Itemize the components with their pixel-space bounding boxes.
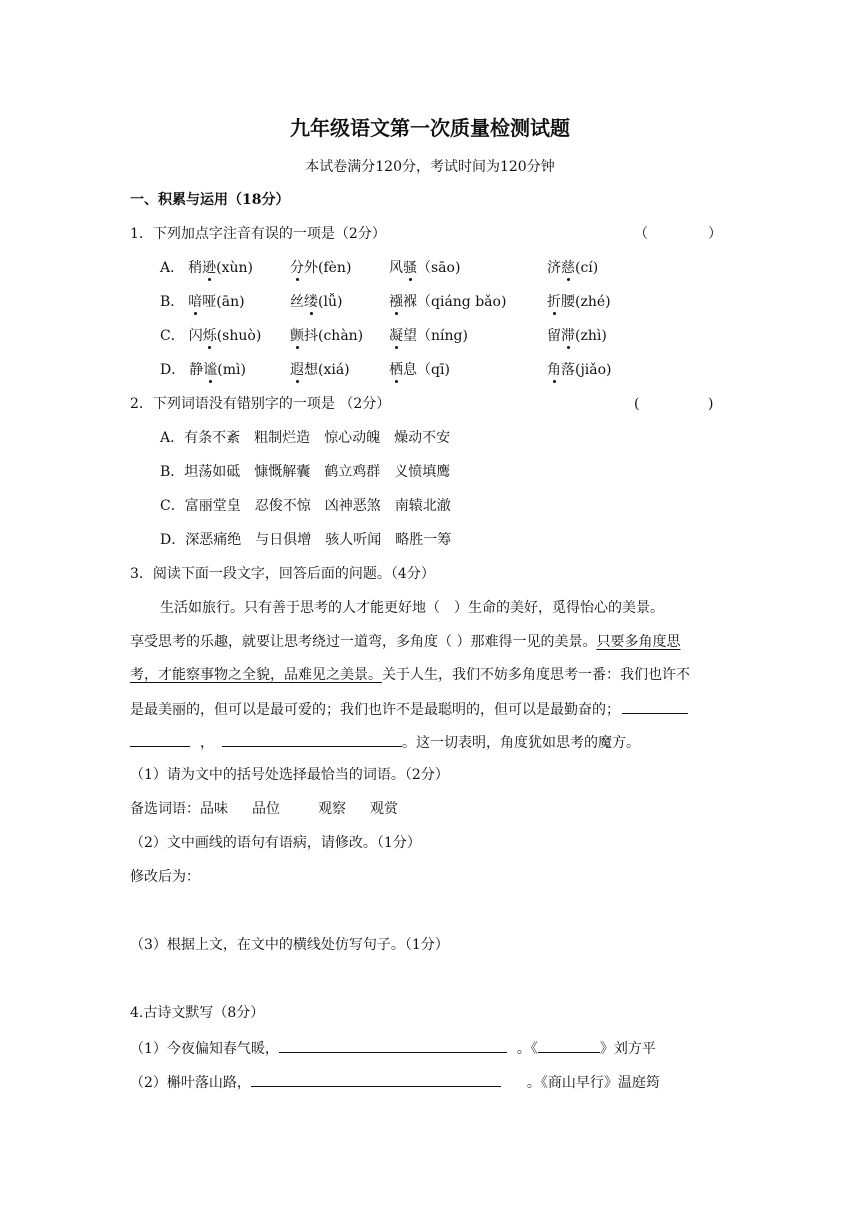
q1-dotted-char: 遐 <box>290 362 304 378</box>
q3-choice: 观赏 <box>370 801 398 817</box>
q4-text: 》刘方平 <box>599 1041 656 1057</box>
q1-option-item <box>389 327 468 345</box>
q1-dotted-char: 折 <box>547 294 561 310</box>
q1-dotted-char: 喑 <box>188 294 203 310</box>
section-heading: 一、积累与运用（18分） <box>130 192 290 208</box>
q1-word-part: 风 <box>389 260 403 276</box>
q1-option-item <box>389 293 506 311</box>
q1-dotted-char: 缕 <box>304 294 318 310</box>
q1-answer-paren-close: ） <box>708 226 722 242</box>
q1-dotted-char: 慈 <box>561 260 575 276</box>
q3-choice: 品味 <box>200 801 228 817</box>
q1-option-label: B． <box>160 294 185 310</box>
q1-option-item <box>547 293 611 311</box>
q3-fill-blank[interactable] <box>622 699 688 714</box>
q1-option-item <box>290 293 342 311</box>
q4-text: 。《 <box>516 1041 538 1057</box>
q2-option: A．有条不紊 粗制烂造 惊心动魄 燥动不安 <box>160 430 451 446</box>
q1-word-pinyin: 想(xiá) <box>304 362 350 378</box>
page-title: 九年级语文第一次质量检测试题 <box>290 116 570 140</box>
q3-choices-label: 备选词语： <box>130 801 200 817</box>
q4-fill-blank[interactable] <box>279 1038 507 1053</box>
q3-passage-line: 生活如旅行。只有善于思考的人才能更好地（ ）生命的美好，觅得怡心的美景。 <box>160 600 664 616</box>
q1-word-pinyin: 哑(ān) <box>202 294 245 310</box>
q1-word-pinyin: (shuò) <box>216 328 262 344</box>
q1-option-label: A． <box>160 260 185 276</box>
q1-word-part: 济 <box>547 260 561 276</box>
q1-option-item <box>290 361 350 379</box>
q1-option-item <box>160 361 246 379</box>
q1-dotted-char: 栖 <box>389 362 403 378</box>
q3-passage-line <box>130 699 688 719</box>
exam-subtitle: 本试卷满分120分，考试时间为120分钟 <box>305 159 555 175</box>
q3-sub2: （2）文中画线的语句有语病，请修改。（1分） <box>130 835 421 851</box>
q1-answer-paren-open: （ <box>634 226 648 242</box>
q1-word-pinyin: (mì) <box>217 362 246 378</box>
q1-option-item <box>547 361 612 379</box>
q1-stem: 1．下列加点字注音有误的一项是（2分） <box>130 226 386 242</box>
q1-option-item <box>160 293 245 311</box>
q3-passage-text: 是最美丽的，但可以是最可爱的；我们也许不是最聪明的，但可以是最勤奋的； <box>130 702 620 718</box>
q3-passage-text: 。这一切表明，角度犹如思考的魔方。 <box>402 735 640 751</box>
q1-dotted-char: 颤 <box>290 328 304 344</box>
q4-source-blank[interactable] <box>538 1038 600 1053</box>
q3-passage-line <box>130 732 640 752</box>
q1-option-item <box>290 327 363 345</box>
q3-underlined-sentence: 只要多角度思 <box>596 634 681 650</box>
q3-comma: ， <box>200 735 214 751</box>
q1-dotted-char: 烁 <box>202 328 217 344</box>
q1-word-pinyin: 外(fèn) <box>304 260 352 276</box>
q1-option-item <box>290 259 351 277</box>
q2-answer-paren-close: ) <box>708 396 714 412</box>
q1-word-pinyin: 落(jiǎo) <box>561 362 612 378</box>
q1-word-part: 闪 <box>188 328 203 344</box>
q3-underlined-sentence: 考，才能察事物之全貌，品难见之美景。 <box>130 667 382 683</box>
q2-answer-paren-open: ( <box>634 396 640 412</box>
q1-word-pinyin: 望（níng) <box>403 328 468 344</box>
q4-text: 。《商山早行》温庭筠 <box>526 1075 660 1091</box>
q1-dotted-char: 逊 <box>202 260 217 276</box>
q1-word-pinyin: 腰(zhé) <box>561 294 611 310</box>
q3-choice: 观察 <box>318 801 346 817</box>
q4-text: （2）槲叶落山路， <box>130 1075 251 1091</box>
q1-dotted-char: 襁 <box>389 294 403 310</box>
q3-sub3: （3）根据上文，在文中的横线处仿写句子。（1分） <box>130 937 449 953</box>
q3-passage-text: 享受思考的乐趣，就要让思考绕过一道弯，多角度（ ）那难得一见的美景。 <box>130 634 597 650</box>
q1-option-item <box>160 327 261 345</box>
q3-fill-blank[interactable] <box>130 732 190 747</box>
q2-option: C．富丽堂皇 忍俊不惊 凶神恶煞 南辕北澈 <box>160 498 451 514</box>
q1-dotted-char: 滞 <box>561 328 575 344</box>
q1-option-item <box>160 259 253 277</box>
q4-line <box>130 1072 660 1092</box>
q4-line <box>130 1038 656 1058</box>
q1-option-item <box>389 259 460 277</box>
q3-choice: 品位 <box>252 801 280 817</box>
q1-word-pinyin: （sāo) <box>417 260 461 276</box>
q4-stem: 4.古诗文默写（8分） <box>130 1005 265 1021</box>
q1-dotted-char: 骚 <box>403 260 417 276</box>
q1-word-pinyin: (lǚ) <box>318 294 343 310</box>
q1-dotted-char: 分 <box>290 260 304 276</box>
q1-word-pinyin: 息（qī) <box>403 362 450 378</box>
q2-option: D．深恶痛绝 与日俱增 骇人听闻 略胜一筹 <box>160 532 452 548</box>
q1-word-pinyin: (cí) <box>575 260 599 276</box>
q1-option-label: D． <box>160 362 186 378</box>
q1-word-part: 丝 <box>290 294 304 310</box>
q1-option-item <box>389 361 450 379</box>
q3-passage-line <box>130 666 690 684</box>
q2-stem: 2．下列词语没有错别字的一项是 （2分） <box>130 396 391 412</box>
q1-word-pinyin: 褓（qiáng bǎo) <box>403 294 507 310</box>
q3-passage-line <box>130 633 680 651</box>
q1-word-pinyin: 抖(chàn) <box>304 328 364 344</box>
q3-sub1: （1）请为文中的括号处选择最恰当的词语。（2分） <box>130 767 449 783</box>
q1-dotted-char: 谧 <box>203 362 218 378</box>
q1-dotted-char: 角 <box>547 362 561 378</box>
q1-word-part: 留 <box>547 328 561 344</box>
q1-dotted-char: 凝 <box>389 328 403 344</box>
q3-passage-text: 关于人生，我们不妨多角度思考一番：我们也许不 <box>382 667 690 683</box>
q3-stem: 3．阅读下面一段文字，回答后面的问题。（4分） <box>130 566 435 582</box>
q2-option: B．坦荡如砥 慷慨解囊 鹤立鸡群 义愤填鹰 <box>160 464 451 480</box>
q4-fill-blank[interactable] <box>251 1072 501 1087</box>
q3-revise-label: 修改后为： <box>130 869 200 885</box>
q1-option-label: C． <box>160 328 185 344</box>
q1-word-part: 稍 <box>188 260 203 276</box>
q3-fill-blank[interactable] <box>222 732 402 747</box>
q1-word-pinyin: (zhì) <box>575 328 607 344</box>
q1-option-item <box>547 259 598 277</box>
q4-text: （1）今夜偏知春气暖， <box>130 1041 279 1057</box>
q1-word-part: 静 <box>189 362 204 378</box>
q1-option-item <box>547 327 607 345</box>
q1-word-pinyin: (xùn) <box>216 260 253 276</box>
q3-choices <box>130 800 398 818</box>
